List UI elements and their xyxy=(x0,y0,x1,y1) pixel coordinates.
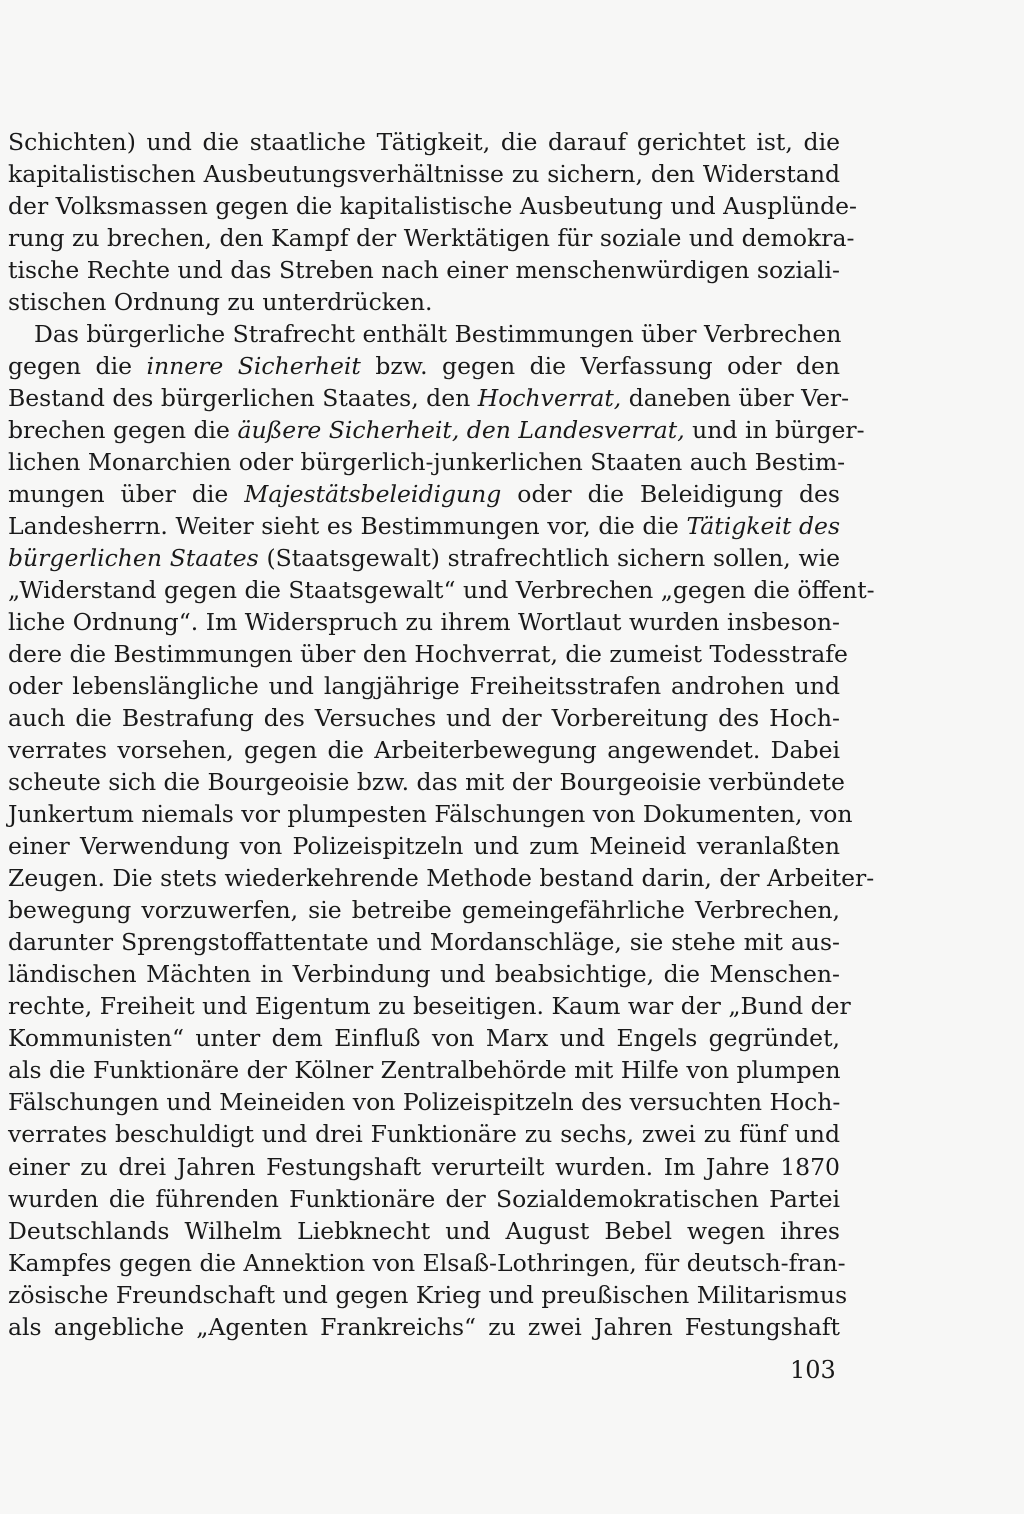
text-line: wurden die führenden Funktionäre der Sozialdemokratischen Partei xyxy=(8,1184,840,1213)
text-segment: Landesherrn. Weiter sieht es Bestimmungen vor, die die xyxy=(8,512,687,541)
text-segment: oder die Beleidigung des xyxy=(501,480,840,509)
text-line: oder lebenslängliche und langjährige Freiheitsstrafen androhen und xyxy=(8,672,840,701)
text-line: tische Rechte und das Streben nach einer menschenwürdigen soziali- xyxy=(8,256,840,285)
text-line: ländischen Mächten in Verbindung und beabsichtige, die Menschen- xyxy=(8,960,840,989)
text-line: zösische Freundschaft und gegen Krieg und preußischen Militarismus xyxy=(8,1280,848,1309)
text-line: einer Verwendung von Polizeispitzeln und zum Meineid veranlaßten xyxy=(8,832,840,861)
text-line: Das bürgerliche Strafrecht enthält Bestimmungen über Verbrechen xyxy=(34,320,842,349)
text-line: bewegung vorzuwerfen, sie betreibe gemeingefährliche Verbrechen, xyxy=(8,896,840,925)
text-segment: mungen über die xyxy=(8,480,245,509)
text-line: einer zu drei Jahren Festungshaft verurteilt wurden. Im Jahre 1870 xyxy=(8,1152,840,1181)
text-line: darunter Sprengstoffattentate und Mordanschläge, sie stehe mit aus- xyxy=(8,928,840,957)
text-segment: bzw. gegen die Verfassung oder den xyxy=(360,352,840,381)
text-line xyxy=(8,414,865,446)
text-line: „Widerstand gegen die Staatsgewalt“ und Verbrechen „gegen die öffent- xyxy=(8,576,875,605)
text-line: als angebliche „Agenten Frankreichs“ zu zwei Jahren Festungshaft xyxy=(8,1312,840,1341)
text-line: Deutschlands Wilhelm Liebknecht und August Bebel wegen ihres xyxy=(8,1216,840,1245)
body-text xyxy=(8,126,875,1343)
italic-term: Hochverrat, xyxy=(477,384,622,413)
text-line: dere die Bestimmungen über den Hochverrat, die zumeist Todesstrafe xyxy=(8,640,848,669)
italic-term: innere Sicherheit xyxy=(146,352,361,381)
text-line: verrates vorsehen, gegen die Arbeiterbewegung angewendet. Dabei xyxy=(8,736,840,765)
text-line: stischen Ordnung zu unterdrücken. xyxy=(8,288,433,317)
text-line: Kampfes gegen die Annektion von Elsaß-Lothringen, für deutsch-fran- xyxy=(8,1248,846,1277)
text-segment: daneben über Ver- xyxy=(621,384,850,413)
text-segment: gegen die xyxy=(8,352,147,381)
text-line: rechte, Freiheit und Eigentum zu beseitigen. Kaum war der „Bund der xyxy=(8,992,851,1021)
text-line: scheute sich die Bourgeoisie bzw. das mit der Bourgeoisie verbündete xyxy=(8,768,845,797)
text-line: als die Funktionäre der Kölner Zentralbehörde mit Hilfe von plumpen xyxy=(8,1056,841,1085)
text-line: Schichten) und die staatliche Tätigkeit, die darauf gerichtet ist, die xyxy=(8,128,840,156)
text-line xyxy=(8,510,840,542)
text-line: der Volksmassen gegen die kapitalistische Ausbeutung und Ausplünde- xyxy=(8,192,857,221)
text-line: Kommunisten“ unter dem Einfluß von Marx und Engels gegründet, xyxy=(8,1024,840,1053)
text-line: Zeugen. Die stets wiederkehrende Methode bestand darin, der Arbeiter- xyxy=(8,864,875,893)
text-line: rung zu brechen, den Kampf der Werktätigen für soziale und demokra- xyxy=(8,224,855,253)
text-line xyxy=(8,350,840,382)
text-line xyxy=(8,382,850,414)
italic-term: äußere Sicherheit, den Landesverrat, xyxy=(237,416,685,445)
text-segment: (Staatsgewalt) strafrechtlich sichern sollen, wie xyxy=(258,544,840,573)
text-line: auch die Bestrafung des Versuches und der Vorbereitung des Hoch- xyxy=(8,704,840,733)
text-line: Junkertum niemals vor plumpesten Fälschungen von Dokumenten, von xyxy=(8,800,853,829)
page-number: 103 xyxy=(790,1356,836,1384)
italic-term: bürgerlichen Staates xyxy=(8,544,259,573)
text-line: liche Ordnung“. Im Widerspruch zu ihrem Wortlaut wurden insbeson- xyxy=(8,608,840,637)
text-segment: und in bürger- xyxy=(684,416,865,445)
text-line xyxy=(8,542,840,574)
text-line: Fälschungen und Meineiden von Polizeispitzeln des versuchten Hoch- xyxy=(8,1088,841,1117)
text-segment: brechen gegen die xyxy=(8,416,238,445)
italic-term: Tätigkeit des xyxy=(686,512,841,541)
text-line: lichen Monarchien oder bürgerlich-junkerlichen Staaten auch Bestim- xyxy=(8,448,846,477)
text-line xyxy=(8,478,840,510)
text-segment: Bestand des bürgerlichen Staates, den xyxy=(8,384,478,413)
text-line: kapitalistischen Ausbeutungsverhältnisse zu sichern, den Widerstand xyxy=(8,160,840,189)
text-line: verrates beschuldigt und drei Funktionäre zu sechs, zwei zu fünf und xyxy=(8,1120,840,1149)
italic-term: Majestätsbeleidigung xyxy=(244,480,502,509)
